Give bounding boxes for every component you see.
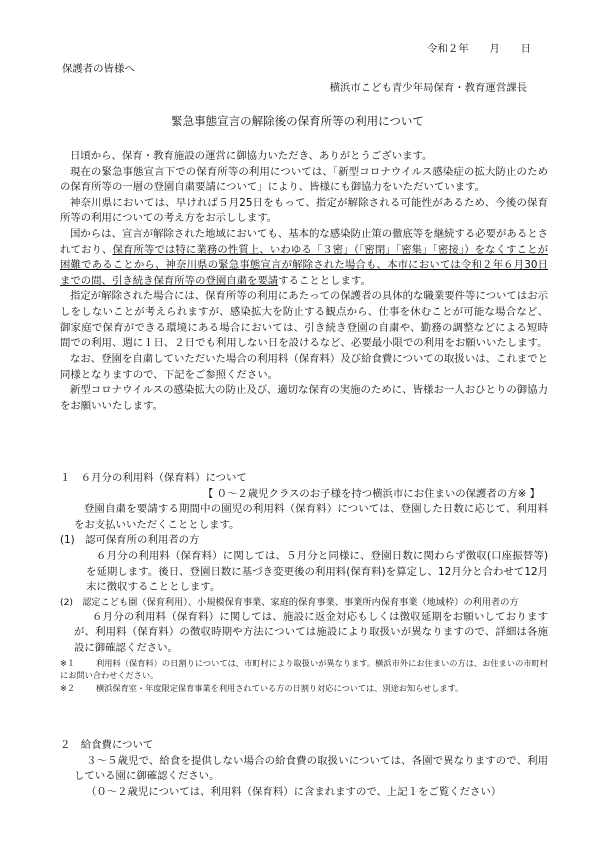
document-date: 令和２年 月 日 [427, 43, 531, 55]
section-1-item-1-heading: (1) 認可保育所の利用者の方 [60, 534, 200, 547]
section-1-item-2-heading: (2) 認定こども園（保育利用）、小規模保育事業、家庭的保育事業、事業所内保育事業（地域枠）の利用者の方 [60, 596, 519, 608]
section-2-note: （０～２歳児については、利用料（保育料）に含まれますので、上記１をご覧ください） [86, 785, 502, 798]
intro-paragraph-4-start: 国からは、宣言が解除された地域においても、基本的な感染防止策の徹底等を継続する必要があるとされており、 [60, 228, 548, 256]
section-1-note-1 [60, 657, 548, 682]
intro-paragraph-4-underlined: 保育所等では特に業務の性質上、いわゆる「３密」（「密閉」「密集」「密接」）をなくすことが困難であることから、神奈川県の緊急事態宣言が解除された場合も、本市においては令和２年６月30日までの間、引き続き保育所等の登園自粛を要請 [60, 243, 549, 287]
intro-paragraph-6: なお、登園を自粛していただいた場合の利用料（保育料）及び給食費についての取扱いは、これまでと同様となりますので、下記をご参照ください。 [60, 352, 548, 381]
intro-paragraph-1: 日頃から、保育・教育施設の運営に御協力いただき、ありがとうございます。 [70, 150, 433, 162]
section-2-heading: ２ 給食費について [60, 739, 154, 751]
sender-title: 横浜市こども青少年局保育・教育運営課長 [329, 82, 527, 94]
note-1-label: ※１ [60, 657, 76, 668]
document-title: 緊急事態宣言の解除後の保育所等の利用について [171, 114, 424, 128]
intro-paragraph-4 [60, 227, 548, 289]
section-2-body: ３～５歳児で、給食を提供しない場合の給食費の取扱いについては、各園で異なりますので、利用している園に御確認ください。 [74, 754, 548, 783]
section-1-item-1-body: ６月分の利用料（保育料）に関しては、５月分と同様に、登園日数に関わらず徴収(口座振替等)を延期します。後日、登園日数に基づき変更後の利用料(保育料)を算定し、12月分と合わせて12月末に徴収することとします。 [86, 550, 548, 594]
note-1-text: 利用料（保育料）の日割りについては、市町村により取扱いが異なります。横浜市外にお住まいの方は、お住まいの市町村にお問い合わせください。 [60, 657, 548, 681]
section-2 [60, 738, 548, 800]
intro-paragraph-3: 神奈川県においては、早ければ５月25日をもって、指定が解除される可能性があるため、今後の保育所等の利用についての考え方をお示しします。 [60, 196, 548, 225]
section-1-heading: １ ６月分の利用料（保育料）について [60, 472, 247, 484]
section-1-note-2 [60, 682, 548, 695]
section-1 [60, 471, 548, 695]
intro-section [60, 149, 548, 414]
note-2-text: 横浜保育室・年度限定保育事業を利用されている方の日割り対応については、別途お知らせします。 [96, 682, 464, 693]
section-1-target-box: 【 ０～２歳児クラスのお子様を持つ横浜市にお住まいの保護者の方※ 】 [202, 487, 540, 500]
intro-paragraph-5: 指定が解除された場合には、保育所等の利用にあたっての保護者の具体的な職業要件等についてはお示しをしないことが考えられますが、感染拡大を防止する観点から、仕事を休むことが可能な場合など、御家庭で保育ができる環境にある場合においては、引き続き登園の自粛や、勤務の調整などによる短時間での利用、週に１日、２日でも利用しない日を設けるなど、必要最小限での利用をお願いいたします。 [60, 290, 548, 350]
note-2-label: ※２ [60, 682, 76, 693]
intro-paragraph-4-end: することとします。 [278, 274, 371, 287]
addressee: 保護者の皆様へ [62, 63, 135, 75]
section-1-lead: 登園自粛を要請する期間中の園児の利用料（保育料）については、登園した日数に応じて、利用料をお支払いいただくこととします。 [74, 503, 548, 531]
intro-paragraph-2: 現在の緊急事態宣言下での保育所等の利用については、「新型コロナウイルス感染症の拡大防止のための保育所等の一層の登園自粛要請について」により、皆様にも御協力をいただいています。 [60, 165, 548, 194]
intro-paragraph-7: 新型コロナウイルスの感染拡大の防止及び、適切な保育の実施のために、皆様お一人おひとりの御協力をお願いいたします。 [60, 384, 548, 412]
section-1-item-2-body: ６月分の利用料（保育料）に関しては、施設に返金対応もしくは徴収延期をお願いしておりますが、利用料（保育料）の徴収時期や方法については施設により取扱いが異なりますので、詳細は各施設に御確認ください。 [74, 610, 548, 654]
